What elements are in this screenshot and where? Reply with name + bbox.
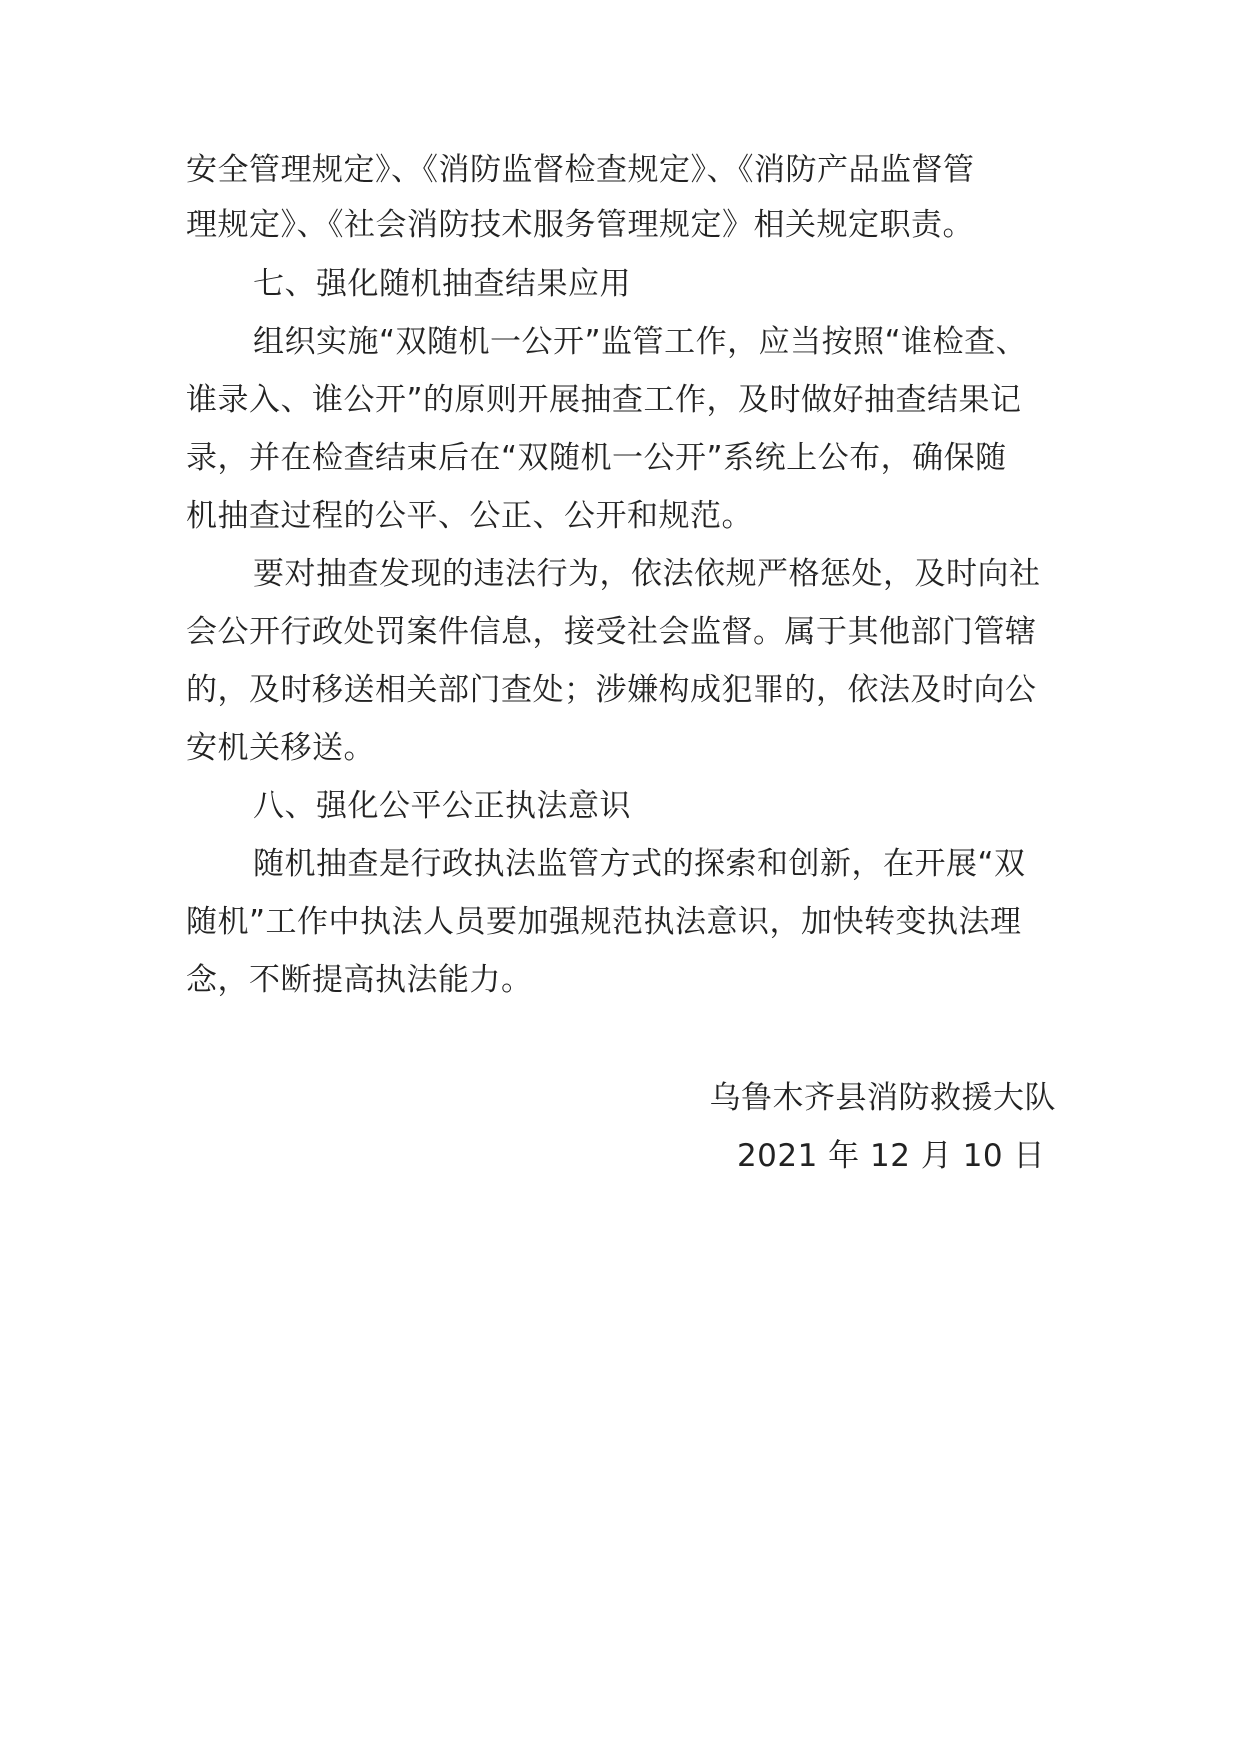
paragraph-line: 念，不断提高执法能力。 xyxy=(186,962,533,998)
paragraph-line: 录，并在检查结束后在“双随机一公开”系统上公布，确保随 xyxy=(186,440,1007,476)
paragraph-line: 理规定》、《社会消防技术服务管理规定》相关规定职责。 xyxy=(186,207,974,243)
paragraph-line: 安全管理规定》、《消防监督检查规定》、《消防产品监督管 xyxy=(186,152,975,188)
signature-organization: 乌鲁木齐县消防救援大队 xyxy=(709,1080,1056,1116)
paragraph-line: 要对抽查发现的违法行为，依法依规严格惩处，及时向社 xyxy=(253,556,1041,592)
paragraph-line: 的，及时移送相关部门查处；涉嫌构成犯罪的，依法及时向公 xyxy=(186,672,1037,708)
signature-date: 2021 年 12 月 10 日 xyxy=(736,1138,1045,1174)
paragraph-line: 安机关移送。 xyxy=(186,730,375,766)
paragraph-line: 随机抽查是行政执法监管方式的探索和创新，在开展“双 xyxy=(253,846,1026,882)
paragraph-line: 随机”工作中执法人员要加强规范执法意识，加快转变执法理 xyxy=(186,904,1022,940)
section-heading: 七、强化随机抽查结果应用 xyxy=(253,266,631,302)
paragraph-line: 组织实施“双随机一公开”监管工作，应当按照“谁检查、 xyxy=(253,324,1028,360)
section-heading: 八、强化公平公正执法意识 xyxy=(253,788,631,824)
paragraph-line: 机抽查过程的公平、公正、公开和规范。 xyxy=(186,498,753,534)
paragraph-line: 谁录入、谁公开”的原则开展抽查工作，及时做好抽查结果记 xyxy=(186,382,1022,418)
paragraph-line: 会公开行政处罚案件信息，接受社会监督。属于其他部门管辖 xyxy=(186,614,1037,650)
